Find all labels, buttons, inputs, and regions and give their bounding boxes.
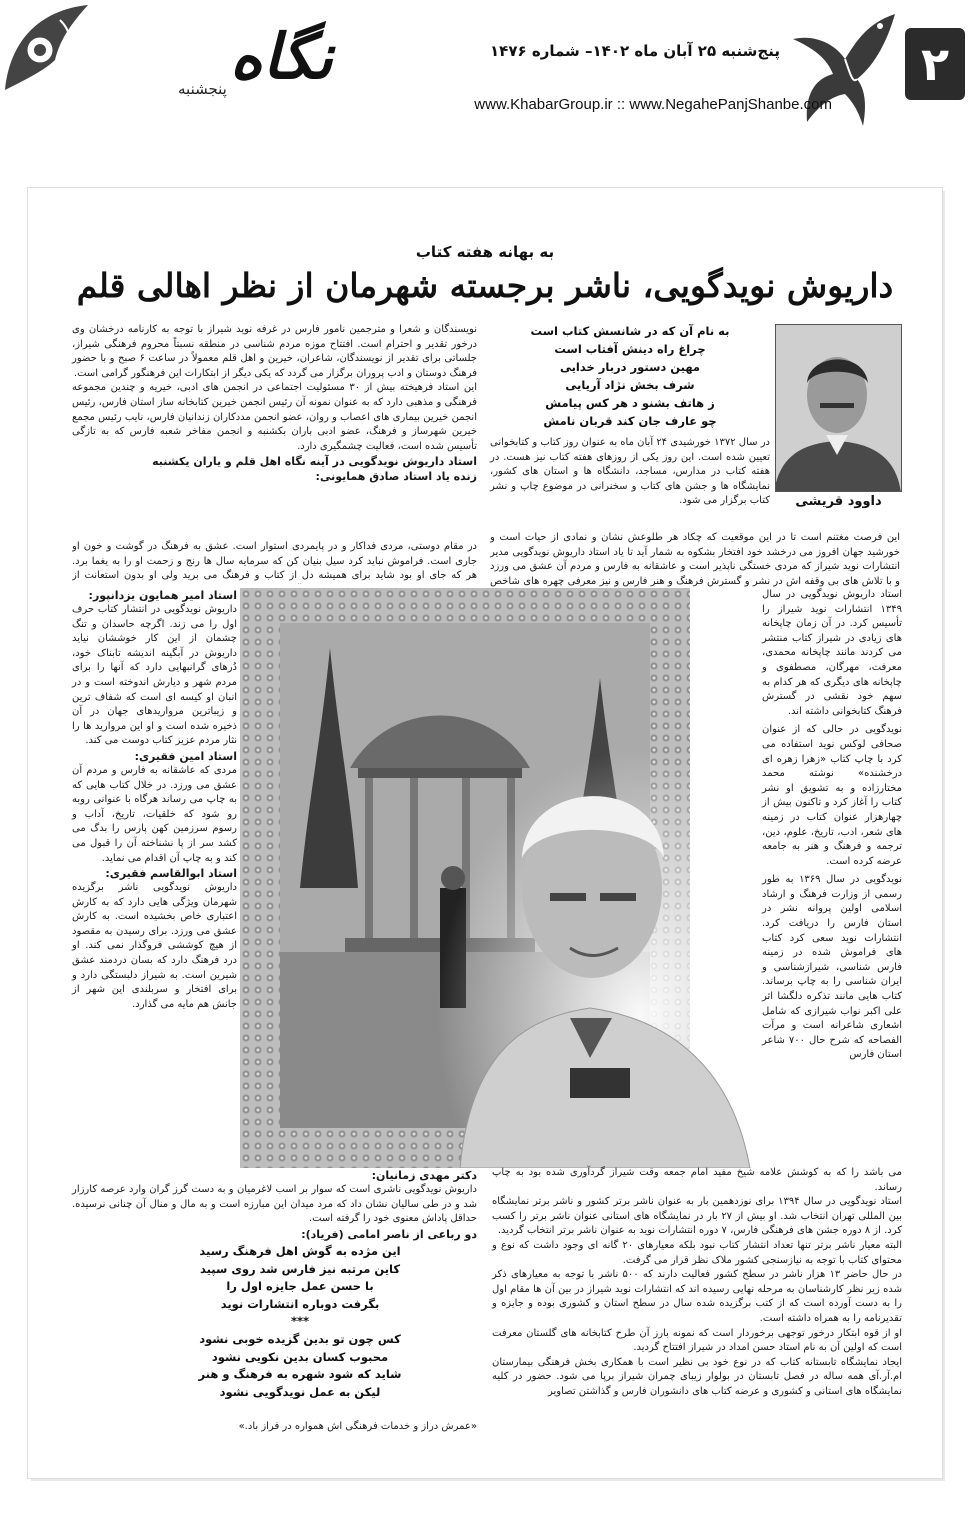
paragraph: در حال حاضر ۱۳ هزار ناشر در سطح کشور فعالیت دارند که ۵۰۰ ناشر با توجه به معیارهای ذکر شده زیر نظر کارشناسان به مرحله نهایی رسیده اند که انتشارات نوید شیراز در بین آن ها مقام اول را به دست آورده است که از کتب برگزیده شده سال در سطح استان و کشوری بوده و جایزه و تقدیرنامه را به همراه داشته است. xyxy=(492,1269,903,1324)
paragraph: البته معیار ناشر برتر تنها تعداد انتشار کتاب نبود بلکه معیارهای ۲۰ گانه ای وجود داشت که نوع و محتوای کتاب با توجه به نیازسنجی کشور ملاک نظر قرار می گرفت. xyxy=(492,1239,902,1266)
poem-line: چراغ راه دینش آفتاب است xyxy=(554,342,706,356)
poem-line: چو عارف جان کند قربان نامش xyxy=(543,414,717,428)
url-separator: :: xyxy=(616,96,626,113)
tomb-of-hafez-photo-icon xyxy=(240,588,758,1168)
paragraph: «عمرش دراز و خدمات فرهنگی اش همواره در فراز باد.» xyxy=(238,1421,477,1432)
section-subhead: استاد امین فقیری: xyxy=(134,749,237,763)
poem-line: شرف بخش نژاد آریایی xyxy=(565,378,695,392)
poem-line: محبوب کسان بدین نکویی نشود xyxy=(211,1349,389,1364)
paragraph: او از قوه ابتکار درخور توجهی برخوردار است که نمونه بارز آن طرح کتابخانه های گلستان معرفت است که اولین آن به نام استاد حسن امداد در شیراز افتتاح گردید. xyxy=(492,1327,902,1354)
masthead xyxy=(0,0,970,135)
paragraph: نویدگویی در سال ۱۳۶۹ به طور رسمی از وزارت فرهنگ و ارشاد اسلامی اولین پروانه نشر در استان فارس را دریافت کرد. انتشارات نوید سعی کرد کتاب های فراموش شده در زمینه فارس شناسی، شیرازشناسی و ایران شناسی را به چاپ برساند. کتاب هایی مانند تذکره دلگشا اثر علی اکبر نواب شیرازی که شامل اشعاری شاعرانه است و مرآت الفصاحه که شرح حال ۷۰۰ شاعر استان فارس xyxy=(762,874,903,1061)
newspaper-logo xyxy=(90,12,333,104)
author-photo xyxy=(775,324,902,492)
poem-separator: *** xyxy=(290,1314,310,1329)
closing-line xyxy=(72,1420,477,1435)
opening-poem xyxy=(490,322,770,430)
poem-line: این مژده به گوش اهل فرهنگ رسید xyxy=(199,1244,401,1258)
section-subhead: دو رباعی از ناصر امامی (فریاد): xyxy=(301,1227,477,1241)
body-text-left-narrow xyxy=(72,588,237,1012)
poem-line: با حسن عمل جایزه اول را xyxy=(226,1279,374,1294)
paragraph: این فرصت مغتنم است تا در این موقعیت که چکاد هر طلوعش نشان و نمادی از حیات است و خورشید جهان افروز می درخشد خود افتخار بشکوه به شمار آید تا یاد استاد داریوش نویدگویی مدیر انتشارات نوید شیراز که مردی خستگی ناپذیر است و عاشقانه به فارس و مردم آن عشق می ورزد و با تلاش های بی وقفه اش در نشر و گسترش فرهنگ و هنر فارس و نیز معرفی چهره های شاخص xyxy=(490,532,900,587)
poem-line: کاین مرتبه نیز فارس شد روی سپید xyxy=(199,1261,401,1276)
section-subhead: استاد ابوالقاسم فقیری: xyxy=(105,867,237,881)
feature-photo-collage xyxy=(240,588,758,1168)
floral-ornament-icon xyxy=(0,0,92,95)
section-title: استاد داریوش نویدگویی در آینه نگاه اهل قلم و یاران یکشنبه xyxy=(152,455,477,469)
body-text-left-mid xyxy=(72,540,477,584)
body-text-right-full xyxy=(490,531,900,589)
paragraph: نویسندگان و شعرا و مترجمین نامور فارس در غرفه نوید شیراز با توجه به کارنامه درخشان وی درخور تقدیر و احترام است. افتتاح موزه مردم شناسی در منطقه نسبتاً محروم فرهنگی شیراز، جلساتی برای تقدیر از نویسندگان، شاعران، خیرین و اهل قلم معمولاً در ساعت ۶ صبح و با حضور فرهنگ دوستان و ادب پروران برگزار می گردد که یکی دیگر از ابتکارات این فرهنگور گرامی است. xyxy=(72,324,477,379)
poem-line: بگرفت دوباره انتشارات نوید xyxy=(220,1296,380,1311)
section-subhead: دکتر مهدی زمانیان: xyxy=(371,1169,477,1182)
paragraph: داریوش نویدگویی ناشر برگزیده شهرمان ویژگی هایی دارد که به کارش اعتباری خاص بخشیده است. به کارش عشق می ورزد. برای رسیدن به مقصود از هیچ کوششی فروگذار نمی کند. او درد فرهنگ دارد که بسان دردمند عشق شیرین است. به شیراز دلبستگی دارد و برای افتخار و سربلندی این شهر از جانش هم مایه می گذارد. xyxy=(72,882,237,1010)
paragraph: مردی که عاشقانه به فارس و مردم آن عشق می ورزد. در خلال کتاب هایی که به چاپ می رساند هرگاه با عنوانی روبه رو شود که خلقیات، تاریخ، آداب و رسوم سرزمین کهن پارس را بدگ می کشد سر از پا نشناخته آن را قبول می کند و به چاپ آن اقدام می نماید. xyxy=(72,764,237,864)
body-text-bottom-left xyxy=(72,1168,477,1242)
poem-line: مهین دستور دربار خدایی xyxy=(559,360,701,374)
paragraph: می باشد را که به کوشش علامه شیخ مفید امام جمعه وقت شیراز گردآوری شده بود به چاپ رساند. xyxy=(492,1167,902,1193)
paragraph: این استاد فرهیخته بیش از ۳۰ مسئولیت اجتماعی در انجمن های ادبی، خیریه و چندین مجموعه فرهنگی و مذهبی دارد که به عنوان نمونه آن رئیس انجمن خیرین کتابخانه ساز استان فارس، رئیس انجمن خیرین بیماری های اعصاب و روان، عضو انجمن مددکاران زندانیان فارس، نایب رئیس مجمع خیرین شهرساز و فرهنگ، عضو ادبی باران بکشنبه و انجمن مفاخر شعبه فارس که به تازگی تأسیس شده است، فعالیت چشمگیری دارد. xyxy=(72,382,477,452)
closing-poems xyxy=(150,1243,450,1401)
body-text-bottom-right xyxy=(492,1166,902,1400)
poem-line: به نام آن که در شانسش کتاب است xyxy=(530,324,730,338)
paragraph: نویدگویی در حالی که از عنوان صحافی لوکس نوید استفاده می کرد با چاپ کتاب «زهرا زهره ای درخشنده» نوشته محمد مختارزاده و به تشویق او نشر کتاب را آغاز کرد و تاکنون بیش از چهارهزار عنوان کتاب در زمینه های شعر، ادب، تاریخ، علوم، دین، ترجمه و فرهنگ و هنر به جامعه عرضه کرده است. xyxy=(762,724,902,867)
poem-line: ز هاتف بشنو د هر کس پیامش xyxy=(545,396,715,410)
headline: داریوش نویدگویی، ناشر برجسته شهرمان از نظر اهالی قلم xyxy=(76,266,894,305)
kicker: به بهانه هفته کتاب xyxy=(415,243,555,261)
logo-wordmark: نگاه xyxy=(230,20,333,93)
website-links xyxy=(300,96,832,113)
body-text-right-top xyxy=(490,436,770,509)
poem-line: شاید که شود شهره به فرهنگ و هنر xyxy=(198,1367,402,1382)
page-number: ۲ xyxy=(905,28,965,100)
paragraph: در مقام دوستی، مردی فداکار و در پایمردی استوار است. عشق به فرهنگ در گوشت و خون او جاری است. فراموش نباید کرد سیل بنیان کن که سرمایه سال ها رنج و زحمت او را به یغما برد. هر که جای او بود شاید برای همیشه دل از کتاب و فرهنگ می برید ولی او بدون استعانت از xyxy=(72,541,477,582)
logo-subtitle: پنجشنبه xyxy=(178,80,227,98)
author-portrait-icon xyxy=(775,325,901,492)
paragraph: در سال ۱۳۷۲ خورشیدی ۲۴ آبان ماه به عنوان روز کتاب و کتابخوانی تعیین شده است. این روز یکی از روزهای هفته کتاب نیز هست. در هفته کتاب در مدارس، مساجد، دانشگاه ها و استان های کشور، نمایشگاه ها و جشن های کتاب و سخنرانی در موضوع چاپ و نشر کتاب برگزار می شود. xyxy=(490,437,770,507)
section-subhead: استاد امیر همایون یزدانپور: xyxy=(88,589,237,602)
paragraph: داریوش نویدگویی ناشری است که سوار بر اسب لاغرمیان و به دست گرز گران وارد عرصه کارزار شد و در طی سالیان نشان داد که مرد میدان این مبارزه است و به مال و منال آن چنانی نرسیده. حداقل پاداش معنوی خود را گرفته است. xyxy=(72,1184,477,1225)
paragraph: ایجاد نمایشگاه تابستانه کتاب که در نوع خود بی نظیر است با همکاری بخش فرهنگی بیمارستان ام.آر.آی همه ساله در فصل تابستان در بولوار زیبای چمران شیراز برپا می شود. حضور در کلیه نمایشگاه های استانی و کشوری و عرضه کتاب های دانشوران فارس و گذاشتن تصاویر xyxy=(492,1356,902,1397)
issue-line: پنج‌شنبه ۲۵ آبان ماه ۱۴۰۲– شماره ۱۴۷۶ xyxy=(490,42,780,60)
poem-line: کس چون تو بدین گزیده خوبی نشود xyxy=(199,1331,401,1346)
paragraph: استاد داریوش نویدگویی در سال ۱۳۴۹ انتشارات نوید شیراز را تأسیس کرد. در آن زمان چاپخانه های زیادی در شیراز کتاب منتشر می کردند مانند چاپخانه محمدی، معرفت، مهرگان، مصطفوی و چاپخانه های دیگری که هر کدام به سهم خود نقشی در گسترش فرهنگ کتابخوانی داشته اند. xyxy=(762,589,902,717)
url-negah[interactable]: www.NegahePanjShanbe.com xyxy=(629,96,832,113)
author-name: داوود قریشی xyxy=(795,494,882,509)
paragraph: داریوش نویدگویی در انتشار کتاب حرف اول را می زند. اگرچه حاسدان و تنگ چشمان از این کار خوششان نیاید داریوش در آبگینه اندیشه تابناک خود، دُرهای گرانبهایی دارد که آنها را برای مردم شهر و دیارش اندوخته است و در انبان او کیسه ای است که شفاف ترین و زیباترین مرواریدهای جهان در آن ذخیره شده است و او این مروارید ها را نثار مردم عزیز کتاب دوست می کند. xyxy=(72,604,237,747)
body-text-left-top xyxy=(72,323,477,484)
section-subhead: زنده یاد استاد صادق همایونی: xyxy=(315,470,477,484)
body-text-right-narrow xyxy=(762,588,902,1063)
url-khabargroup[interactable]: www.KhabarGroup.ir xyxy=(474,96,613,113)
paragraph: استاد نویدگویی در سال ۱۳۹۴ برای نوزدهمین بار به عنوان ناشر برتر کشور و ناشر برتر نمایشگاه بین المللی تهران انتخاب شد. او بیش از ۲۷ بار در نمایشگاه های استانی عنوان ناشر برتر را کسب کرد. از ۸ دوره جشن های فرهنگی فارس، ۷ دوره انتشارات نوید به عنوان ناشر برتر انتخاب گردید. xyxy=(492,1196,902,1237)
poem-line: لیکن به عمل نویدگویی نشود xyxy=(219,1384,381,1399)
